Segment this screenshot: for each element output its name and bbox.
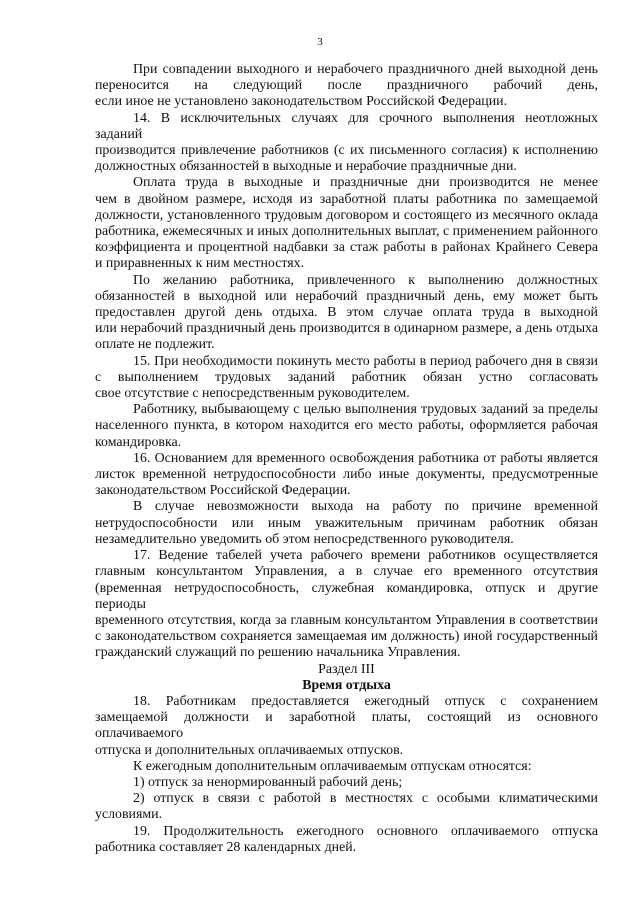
section-heading: Раздел III xyxy=(318,661,375,677)
paragraph xyxy=(95,499,598,548)
text-line: оплате не подлежит. xyxy=(95,337,215,353)
text-line: Оплата труда в выходные и праздничные дни производится не менее xyxy=(133,175,598,191)
page-number: 3 xyxy=(317,36,323,48)
text-line: главным консультантом Управления, а в случае его временного отсутствия xyxy=(95,564,598,580)
text-line: 18. Работникам предоставляется ежегодный отпуск с сохранением xyxy=(133,693,598,709)
text-line: (временная нетрудоспособность, служебная командировка, отпуск и другие периоды xyxy=(95,580,598,612)
paragraph xyxy=(95,354,598,403)
text-line: В случае невозможности выхода на работу по причине временной xyxy=(133,499,598,515)
paragraph xyxy=(95,791,598,823)
text-line: должности, установленного трудовым договором и состоящего из месячного оклада xyxy=(95,207,598,223)
text-line: нетрудоспособности или иным уважительным причинам работник обязан xyxy=(95,515,598,531)
paragraph xyxy=(95,273,598,354)
paragraph xyxy=(95,759,598,775)
text-line: и приравненных к ним местностях. xyxy=(95,256,305,272)
paragraph xyxy=(95,111,598,176)
paragraphs-after-section xyxy=(95,694,598,856)
text-line: 15. При необходимости покинуть место работы в период рабочего дня в связи xyxy=(133,353,598,369)
text-line: При совпадении выходного и нерабочего праздничного дней выходной день xyxy=(133,62,598,77)
text-line: чем в двойном размере, исходя из заработной платы работника по замещаемой xyxy=(95,191,598,207)
text-line: 2) отпуск в связи с работой в местностях с особыми климатическими xyxy=(133,791,598,807)
text-line: работника составляет 28 календарных дней. xyxy=(95,839,357,855)
text-line: населенного пункта, в котором находится его место работы, оформляется рабочая xyxy=(95,418,598,434)
text-line: работника, ежемесячных и иных дополнительных выплат, с применением районного xyxy=(95,224,598,240)
paragraph xyxy=(95,548,598,661)
paragraph xyxy=(95,402,598,451)
text-line: или нерабочий праздничный день производится в одинарном размере, а день отдыха xyxy=(95,321,598,337)
text-line: отпуска и дополнительных оплачиваемых отпусков. xyxy=(95,742,404,758)
text-line: 1) отпуск за ненормированный рабочий день; xyxy=(133,774,403,790)
text-line: если иное не установлено законодательством Российской Федерации. xyxy=(95,94,508,110)
text-line: с выполнением трудовых заданий работник обязан устно согласовать xyxy=(95,369,598,385)
paragraph xyxy=(95,824,598,856)
paragraph xyxy=(95,775,598,791)
text-line: замещаемой должности и заработной платы, состоящий из основного оплачиваемого xyxy=(95,710,598,742)
text-line: обязанностей в выходной или нерабочий праздничный день, ему может быть xyxy=(95,288,598,304)
text-line: законодательством Российской Федерации. xyxy=(95,483,351,499)
text-line: 17. Ведение табелей учета рабочего времени работников осуществляется xyxy=(133,548,598,564)
paragraph xyxy=(95,694,598,759)
text-line: должностных обязанностей в выходные и нерабочие праздничные дни. xyxy=(95,159,517,175)
paragraphs-before-section xyxy=(95,62,598,662)
paragraph xyxy=(95,175,598,272)
document-body xyxy=(95,62,598,856)
text-line: 19. Продолжительность ежегодного основного оплачиваемого отпуска xyxy=(133,823,598,839)
text-line: гражданский служащий по решению начальника Управления. xyxy=(95,645,461,661)
text-line: временного отсутствия, когда за главным консультантом Управления в соответствии xyxy=(95,612,598,628)
text-line: 14. В исключительных случаях для срочного выполнения неотложных заданий xyxy=(95,110,598,142)
text-line: 16. Основанием для временного освобождения работника от работы является xyxy=(133,450,598,466)
text-line: производится привлечение работников (с их письменного согласия) к исполнению xyxy=(95,143,598,159)
text-line: листок временной нетрудоспособности либо иные документы, предусмотренные xyxy=(95,467,598,483)
paragraph xyxy=(95,451,598,500)
text-line: переносится на следующий после праздничного рабочий день, xyxy=(95,78,598,94)
paragraph xyxy=(95,62,598,111)
text-line: с законодательством сохраняется замещаемая им должность) иной государственный xyxy=(95,629,598,645)
text-line: командировка. xyxy=(95,434,182,450)
text-line: условиями. xyxy=(95,807,163,823)
text-line: коэффициента и процентной надбавки за стаж работы в районах Крайнего Севера xyxy=(95,240,598,256)
text-line: незамедлительно уведомить об этом непосредственного руководителя. xyxy=(95,531,514,547)
text-line: К ежегодным дополнительным оплачиваемым отпускам относятся: xyxy=(133,758,532,774)
text-line: Работнику, выбывающему с целью выполнения трудовых заданий за пределы xyxy=(133,402,598,418)
text-line: свое отсутствие с непосредственным руководителем. xyxy=(95,386,410,402)
text-line: предоставлен другой день отдыха. В этом случае оплата труда в выходной xyxy=(95,305,598,321)
text-line: По желанию работника, привлеченного к выполнению должностных xyxy=(133,272,598,288)
section-title: Время отдыха xyxy=(302,677,391,693)
